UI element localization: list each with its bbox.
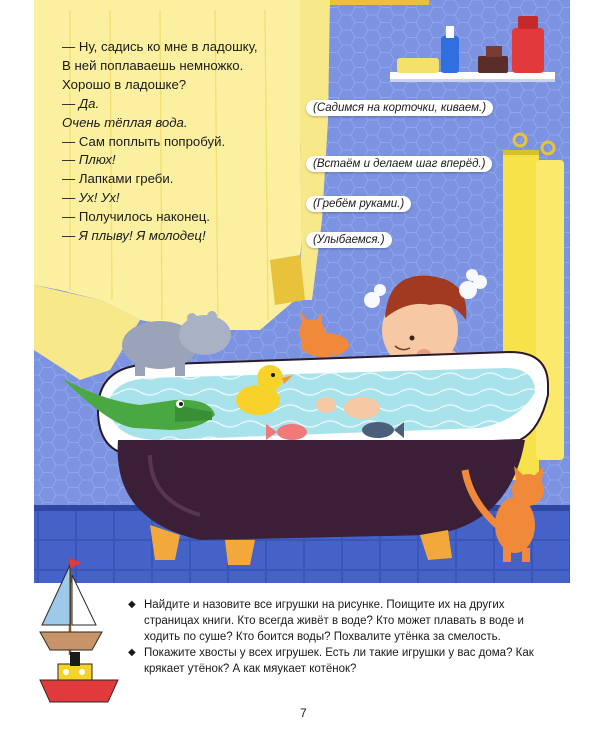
- poem-text: [62, 38, 258, 246]
- poem-line: — Лапками греби.: [62, 171, 174, 187]
- poem-line: — Я плыву! Я молодец!: [62, 228, 206, 244]
- diamond-bullet-icon: ◆: [128, 599, 136, 610]
- poem-line: — Ух! Ух!: [62, 190, 120, 206]
- poem-line: — Ну, садись ко мне в ладошку,: [62, 39, 258, 54]
- poem-line: — Получилось наконец.: [62, 209, 210, 225]
- task-list: [128, 597, 558, 677]
- toy-steamship-icon: [40, 652, 118, 702]
- poem-line: Очень тёплая вода.: [62, 114, 188, 130]
- diamond-bullet-icon: ◆: [128, 647, 136, 658]
- action-bubble-smile: (Улыбаемся.): [306, 232, 392, 248]
- poem-line: — Плюх!: [62, 152, 116, 168]
- poem-line: — Да.: [62, 95, 100, 111]
- action-bubble-sit-nod: (Садимся на корточки, киваем.): [306, 100, 493, 116]
- poem-line: — Сам поплыть попробуй.: [62, 133, 226, 149]
- task-text: Покажите хвосты у всех игрушек. Есть ли такие игрушки у вас дома? Как крякает утёнок? А как мяукает котёнок?: [144, 647, 534, 675]
- task-text: Найдите и назовите все игрушки на рисунке. Поищите их на других страницах книги. Кто всегда живёт в воде? Кто может плавать в воде и ходить по суше? Кто боится воды? Похвалите утёнка за смелость.: [144, 599, 524, 643]
- task-item: [128, 645, 558, 677]
- page-number: 7: [300, 706, 307, 720]
- action-bubble-step-forward: (Встаём и делаем шаг вперёд.): [306, 156, 492, 172]
- action-bubble-row-hands: (Гребём руками.): [306, 196, 411, 212]
- poem-line: Хорошо в ладошке?: [62, 76, 187, 92]
- poem-line: В ней поплаваешь немножко.: [62, 57, 244, 73]
- task-item: [128, 597, 558, 645]
